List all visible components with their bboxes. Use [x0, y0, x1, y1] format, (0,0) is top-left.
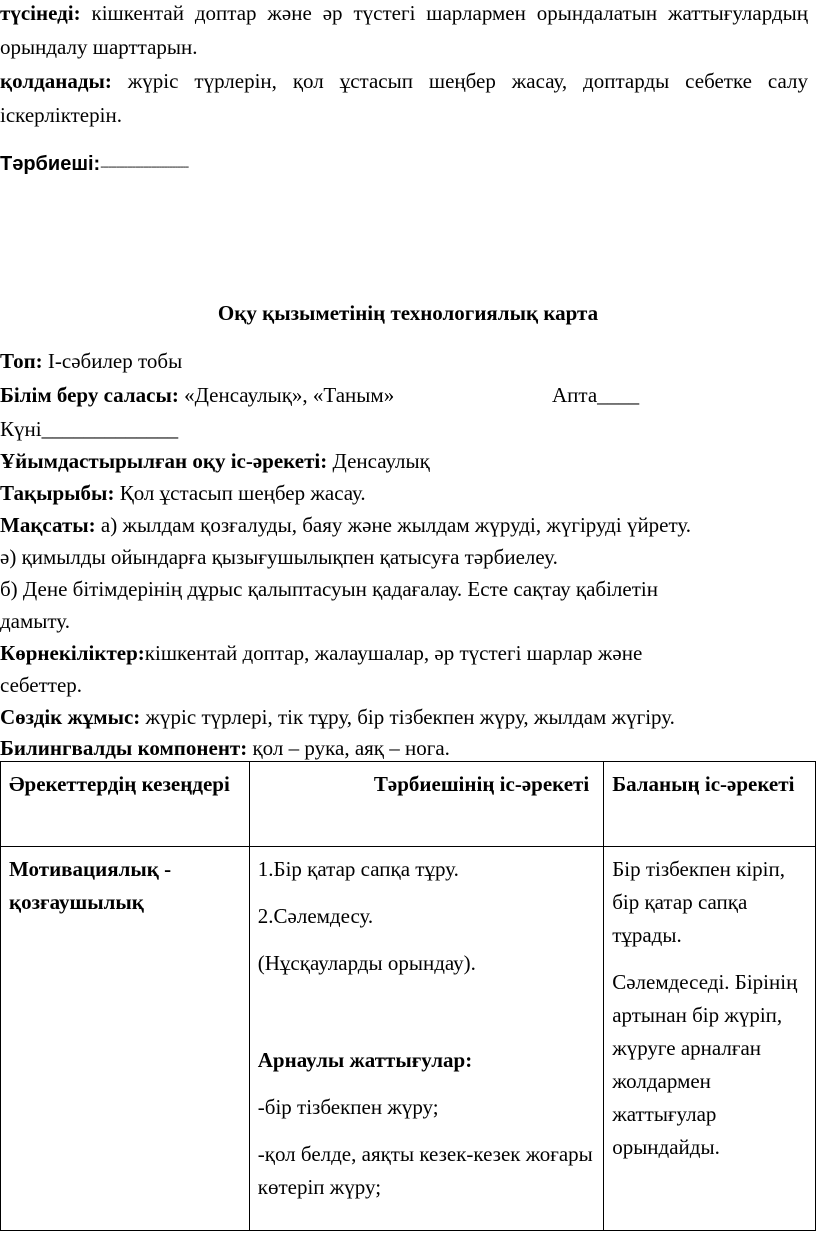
teacher-item: -бір тізбекпен жүру; [257, 1095, 439, 1119]
info-week: Апта____ [552, 383, 640, 407]
activity-label: Ұйымдастырылған оқу іс-әрекеті: [0, 449, 328, 473]
technology-map-table [0, 761, 816, 1231]
special-exercises-heading: Арнаулы жаттығулар: [257, 1048, 473, 1072]
info-bilingual [0, 731, 450, 765]
vocab-value: жүріс түрлері, тік тұру, бір тізбекпен жүру, жылдам жүгіру. [140, 705, 675, 729]
table-header-row [1, 762, 816, 847]
header-child-activity: Баланың іс-әрекеті [604, 762, 816, 847]
applies-label: қолданады: [0, 69, 112, 93]
activity-value: Денсаулық [327, 449, 430, 473]
intro-understands [0, 0, 808, 64]
visuals-value-line1: кішкентай доптар, жалаушалар, әр түстегі шарлар және [144, 641, 643, 665]
info-vocabulary [0, 700, 675, 734]
teacher-dashes: --------------------------------- [100, 161, 189, 173]
table-row [1, 847, 816, 1231]
header-stages: Әрекеттердің кезеңдері [1, 762, 250, 847]
teacher-item: 1.Бір қатар сапқа тұру. [257, 857, 459, 881]
info-visuals-line2: себеттер. [0, 673, 83, 697]
group-label: Топ: [0, 349, 43, 373]
document-title: Оқу қызыметінің технологиялық карта [217, 301, 599, 325]
teacher-item: -қол белде, аяқты кезек-кезек жоғары көтеріп жүру; [257, 1142, 593, 1199]
info-day: Күні_____________ [0, 417, 179, 441]
vocab-label: Сөздік жұмыс: [0, 705, 141, 729]
understands-label: түсінеді: [0, 1, 81, 25]
info-visuals [0, 636, 642, 670]
teacher-activity-cell [249, 847, 603, 1231]
info-topic [0, 476, 366, 510]
info-group [0, 344, 182, 378]
goal-a-text: а) жылдам қозғалуды, баяу және жылдам жүруді, жүгіруді үйрету. [95, 513, 692, 537]
info-activity [0, 444, 430, 478]
bilingual-value: қол – рука, аяқ – нога. [247, 736, 450, 760]
info-area [0, 378, 394, 412]
teacher-line [0, 146, 188, 184]
teacher-label: Тәрбиеші: [0, 153, 101, 175]
teacher-item: 2.Сәлемдесу. [257, 904, 374, 928]
intro-applies [0, 64, 808, 132]
bilingual-label: Билингвалды компонент: [0, 736, 248, 760]
teacher-item: (Нұсқауларды орындау). [257, 951, 476, 975]
stage-cell: Мотивациялық - қозғаушылық [1, 847, 250, 1231]
info-goal-a [0, 508, 691, 542]
area-label: Білім беру саласы: [0, 383, 179, 407]
child-item: Сәлемдеседі. Бірінің артынан бір жүріп, жүруге арналған жолдармен жаттығулар орындайды. [612, 970, 798, 1159]
group-value: I-сәбилер тобы [42, 349, 183, 373]
visuals-label: Көрнекіліктер: [0, 641, 145, 665]
topic-label: Тақырыбы: [0, 481, 115, 505]
applies-text: жүріс түрлерін, қол ұстасып шеңбер жасау, доптарды себетке салу іскерліктерін. [0, 69, 808, 127]
info-goal-b: ә) қимылды ойындарға қызығушылықпен қатысуға тәрбиелеу. [0, 545, 558, 569]
info-goal-c-line1: б) Дене бітімдерінің дұрыс қалыптасуын қадағалау. Есте сақтау қабілетін [0, 577, 658, 601]
child-item: Бір тізбекпен кіріп, бір қатар сапқа тұрады. [612, 857, 785, 947]
goals-label: Мақсаты: [0, 513, 96, 537]
child-activity-cell [604, 847, 816, 1231]
header-teacher-activity: Тәрбиешінің іс-әрекеті [249, 762, 603, 847]
topic-value: Қол ұстасып шеңбер жасау. [114, 481, 366, 505]
info-goal-c-line2: дамыту. [0, 609, 70, 633]
area-value: «Денсаулық», «Таным» [178, 383, 395, 407]
understands-text: кішкентай доптар және әр түстегі шарлармен орындалатын жаттығулардың орындалу шарттарын. [0, 1, 808, 59]
